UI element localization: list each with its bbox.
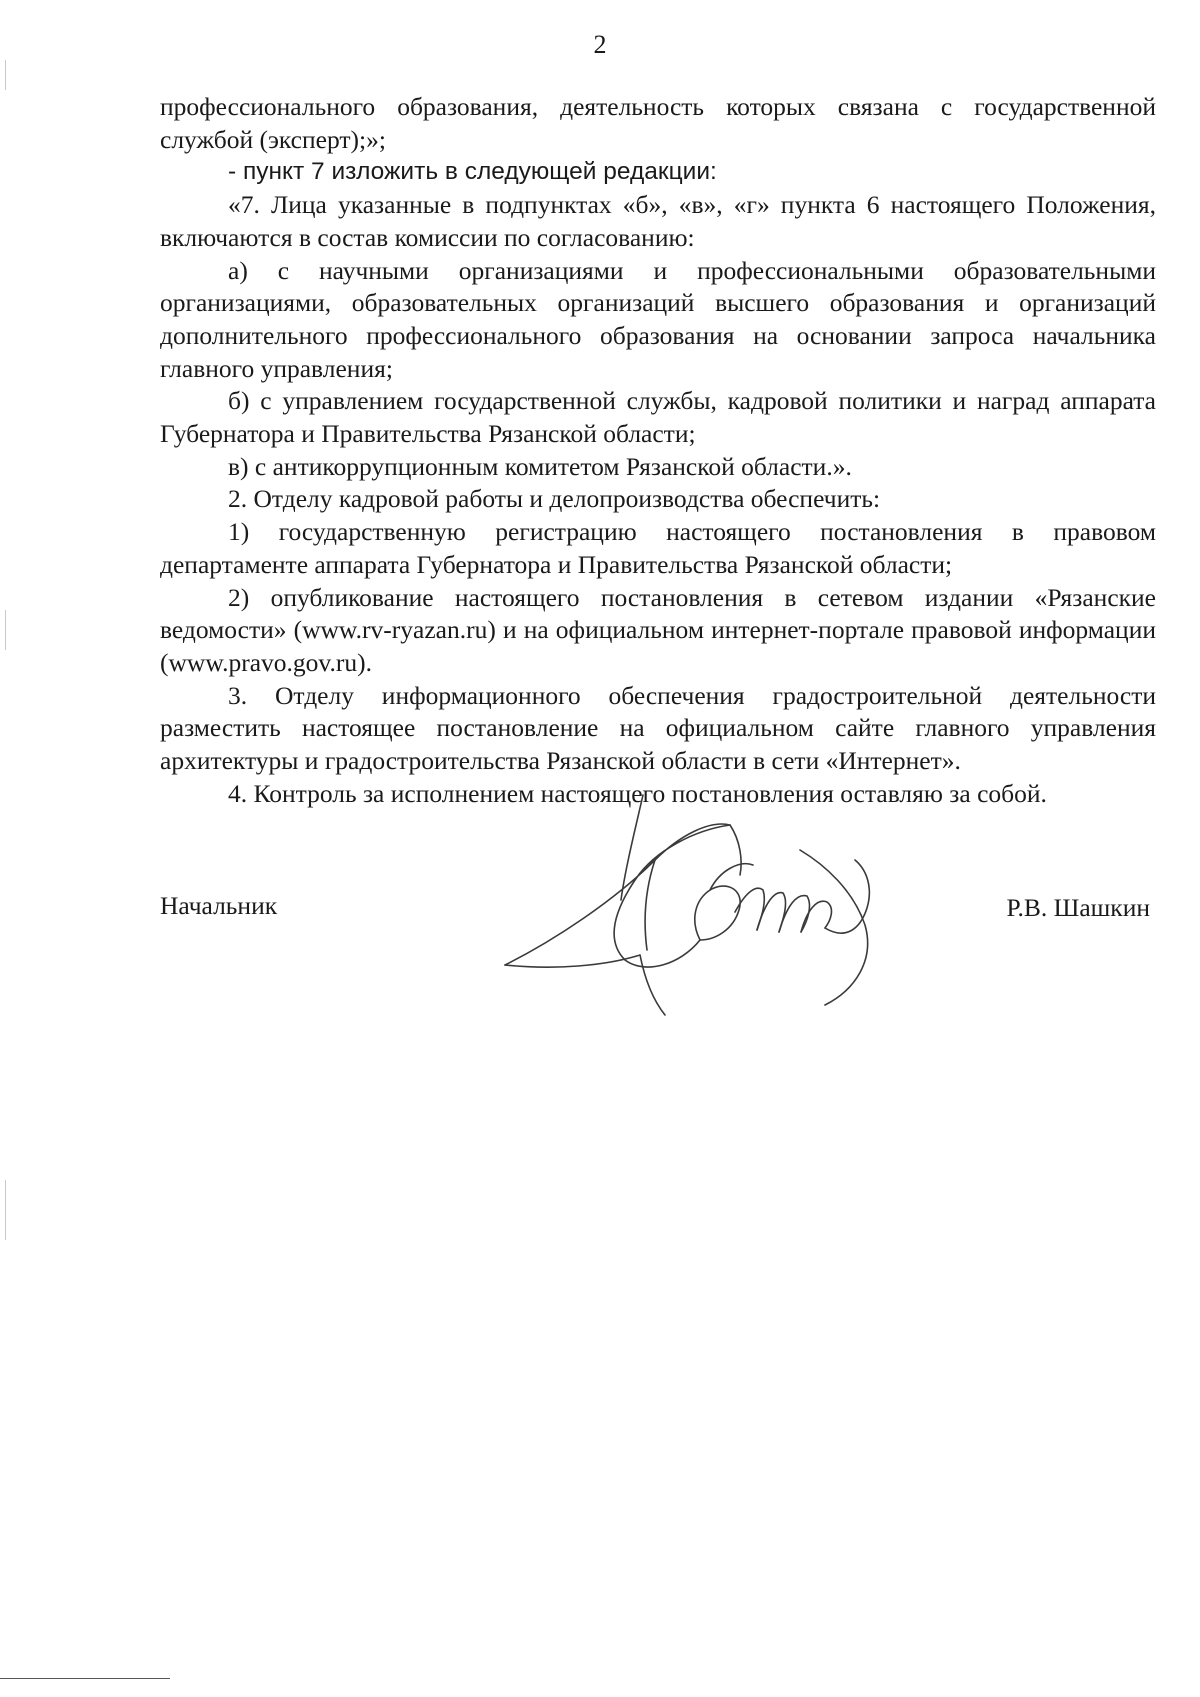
paragraph-point-2-1: 1) государственную регистрацию настоящего постановления в правовом департаменте аппарата Губернатора и Правительства Рязанской области; — [160, 517, 1156, 579]
document-body — [160, 91, 1156, 810]
scan-edge-mark — [5, 60, 6, 90]
paragraph-subitem-b: б) с управлением государственной службы, кадровой политики и наград аппарата Губернатора и Правительства Рязанской области; — [160, 386, 1156, 449]
scan-edge-mark — [5, 1180, 6, 1240]
paragraph-point-3: 3. Отделу информационного обеспечения градостроительной деятельности разместить настоящее постановление на официальном сайте главного управления архитектуры и градостроительства Рязанской области в сети «Интернет». — [160, 680, 1156, 776]
paragraph-point-4: 4. Контроль за исполнением настоящего постановления оставляю за собой. — [228, 778, 1047, 808]
paragraph-subitem-a: а) с научными организациями и профессиональными образовательными организациями, образовательных организаций высшего образования и организаций дополнительного профессионального образования на основании запроса начальника главного управления; — [160, 255, 1156, 383]
paragraph-point-2-2: 2) опубликование настоящего постановления в сетевом издании «Рязанские ведомости» (www.rv-ryazan.ru) и на официальном интернет-портале правовой информации (www.pravo.gov.ru). — [160, 582, 1156, 677]
signatory-position: Начальник — [160, 891, 278, 920]
paragraph-amendment-instruction: - пункт 7 изложить в следующей редакции: — [228, 158, 717, 186]
handwritten-signature — [495, 790, 895, 1020]
scan-bottom-edge — [0, 1678, 170, 1679]
paragraph-continuation: профессионального образования, деятельность которых связана с государственной службой (эксперт);»; — [160, 92, 1156, 154]
paragraph-point-2: 2. Отделу кадровой работы и делопроизводства обеспечить: — [228, 484, 881, 514]
signatory-name: Р.В. Шашкин — [1006, 893, 1150, 922]
page-number: 2 — [593, 30, 607, 59]
paragraph-subitem-v: в) с антикоррупционным комитетом Рязанской области.». — [228, 451, 852, 481]
paragraph-item-7: «7. Лица указанные в подпунктах «б», «в», «г» пункта 6 настоящего Положения, включаются в состав комиссии по согласованию: — [160, 190, 1156, 252]
scan-edge-mark — [5, 610, 6, 650]
